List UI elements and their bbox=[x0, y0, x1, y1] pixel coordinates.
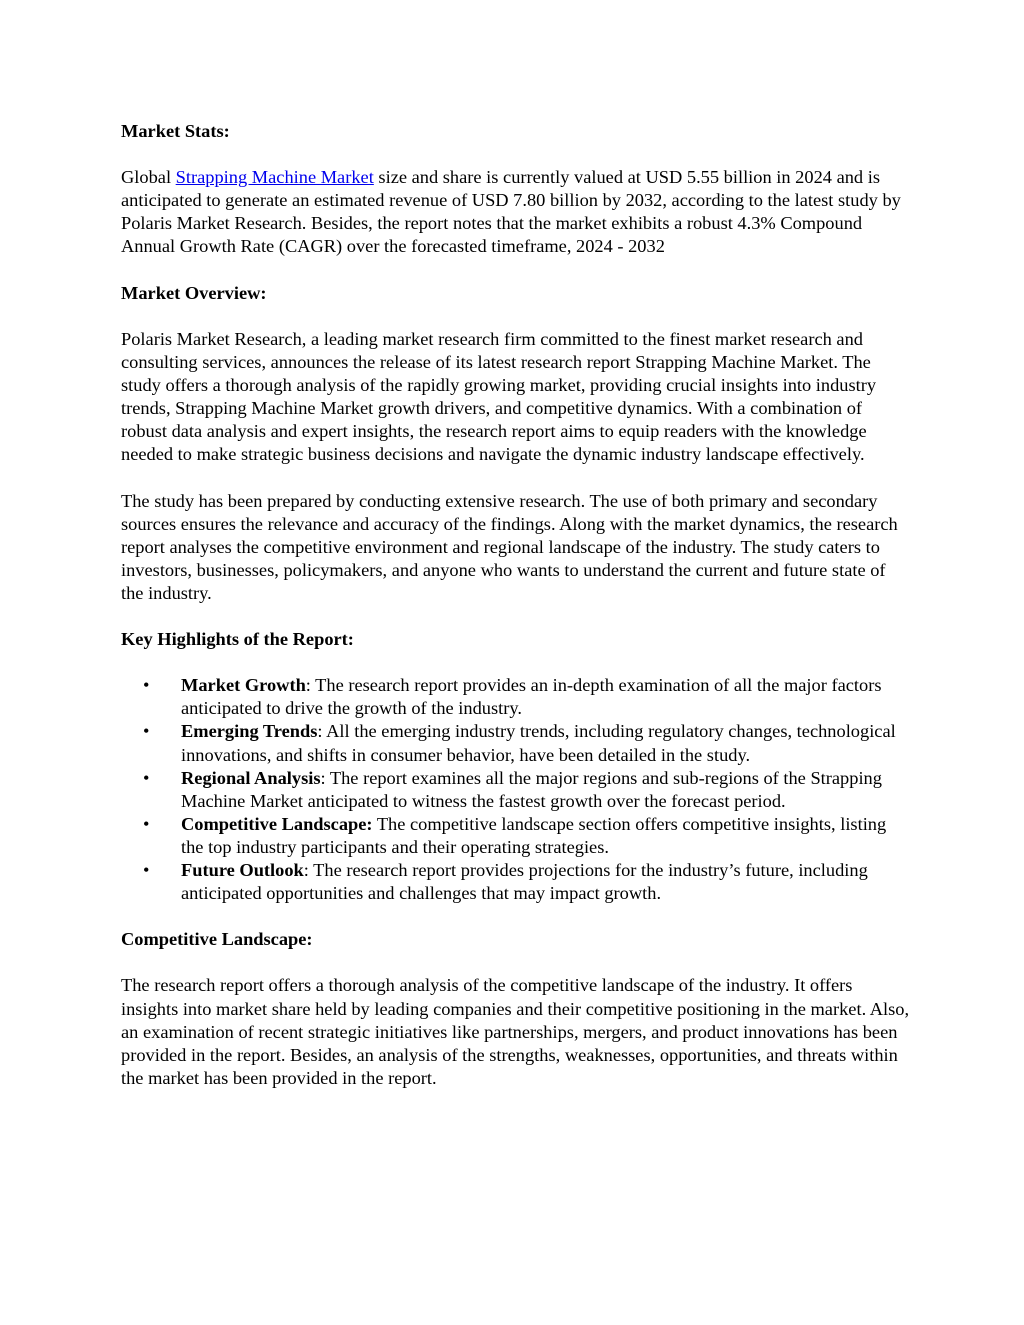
market-overview-paragraph-2: The study has been prepared by conducting extensive research. The use of both primary and secondary sources ensures the relevance and accuracy of the findings. Along with the market dynamics, the research report analyses the competitive environment and regional landscape of the industry. The study caters to investors, businesses, policymakers, and anyone who wants to understand the current and future state of the industry. bbox=[121, 490, 898, 603]
bullet-icon: • bbox=[143, 675, 150, 696]
spacer bbox=[121, 259, 911, 282]
highlight-term: Competitive Landscape: bbox=[181, 813, 373, 834]
highlight-text: The competitive landscape section offers competitive insights, listing the top industry participants and their operating strategies. bbox=[181, 813, 887, 857]
key-highlights-list bbox=[121, 674, 911, 905]
market-stats-paragraph bbox=[121, 166, 911, 258]
list-item bbox=[121, 813, 911, 859]
highlight-text: : The report examines all the major regions and sub-regions of the Strapping Machine Market anticipated to witness the fastest growth over the forecast period. bbox=[181, 767, 882, 811]
spacer bbox=[121, 905, 911, 928]
strapping-machine-market-link[interactable]: Strapping Machine Market bbox=[175, 167, 374, 188]
spacer bbox=[121, 605, 911, 628]
bullet-icon: • bbox=[143, 721, 150, 742]
list-item bbox=[121, 859, 911, 905]
highlight-term: Future Outlook bbox=[181, 860, 304, 880]
list-item bbox=[121, 674, 911, 720]
spacer bbox=[121, 143, 911, 166]
list-item bbox=[121, 767, 911, 813]
market-overview-heading: Market Overview: bbox=[121, 282, 267, 303]
bullet-icon: • bbox=[143, 860, 150, 880]
competitive-landscape-paragraph: The research report offers a thorough analysis of the competitive landscape of the industry. It offers insights into market share held by leading companies and their competitive positioning in the market. Also, an examination of recent strategic initiatives like partnerships, mergers, and product innovations has been provided in the report. Besides, an analysis of the strengths, weaknesses, opportunities, and threats within the market has been provided in the report. bbox=[121, 975, 910, 1088]
highlight-text: : All the emerging industry trends, including regulatory changes, technological innovations, and shifts in consumer behavior, have been detailed in the study. bbox=[181, 721, 896, 765]
highlight-text: : The research report provides an in-depth examination of all the major factors anticipated to drive the growth of the industry. bbox=[181, 675, 882, 719]
market-overview-paragraph-1: Polaris Market Research, a leading market research firm committed to the finest market research and consulting services, announces the release of its latest research report Strapping Machine Market. The study offers a thorough analysis of the rapidly growing market, providing crucial insights into industry trends, Strapping Machine Market growth drivers, and competitive dynamics. With a combination of robust data analysis and expert insights, the research report aims to equip readers with the knowledge needed to make strategic business decisions and navigate the dynamic industry landscape effectively. bbox=[121, 328, 877, 465]
highlight-text: : The research report provides projections for the industry’s future, including anticipated opportunities and challenges that may impact growth. bbox=[181, 860, 868, 904]
highlight-term: Market Growth bbox=[181, 675, 306, 696]
highlight-term: Emerging Trends bbox=[181, 721, 318, 742]
spacer bbox=[121, 466, 911, 489]
spacer bbox=[121, 651, 911, 674]
market-stats-heading: Market Stats: bbox=[121, 121, 230, 141]
spacer bbox=[121, 305, 911, 328]
market-stats-body: size and share is currently valued at USD 5.55 billion in 2024 and is anticipated to generate an estimated revenue of USD 7.80 billion by 2032, according to the latest study by Polaris Market Research. Besides, the report notes that the market exhibits a robust 4.3% Compound Annual Growth Rate (CAGR) over the forecasted timeframe, 2024 - 2032 bbox=[121, 167, 901, 257]
bullet-icon: • bbox=[143, 813, 150, 834]
highlight-term: Regional Analysis bbox=[181, 767, 321, 788]
competitive-landscape-heading: Competitive Landscape: bbox=[121, 929, 313, 950]
market-stats-prefix: Global bbox=[121, 167, 176, 188]
list-item bbox=[121, 720, 911, 766]
key-highlights-heading: Key Highlights of the Report: bbox=[121, 629, 354, 650]
document-page bbox=[121, 120, 911, 1090]
spacer bbox=[121, 951, 911, 974]
bullet-icon: • bbox=[143, 767, 150, 788]
